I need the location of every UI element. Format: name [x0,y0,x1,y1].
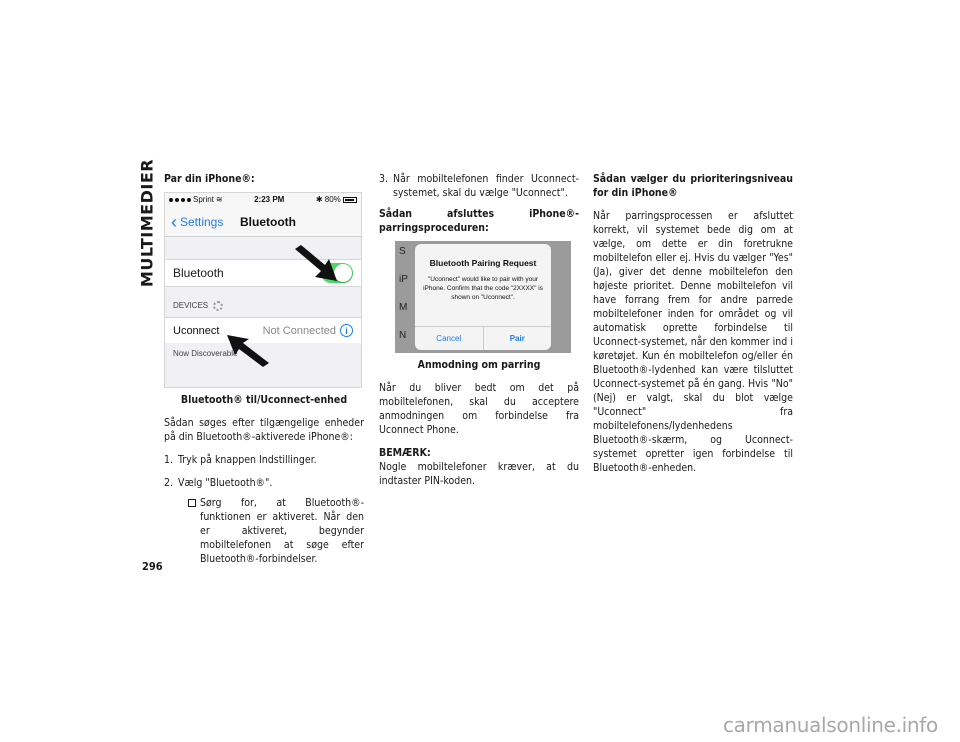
complete-pairing-heading: Sådan afsluttes iPhone®-parringsproceduren: [379,208,579,234]
battery-percent: 80% [324,195,341,204]
battery-icon [343,197,357,203]
section-tab: MULTIMEDIER [137,158,157,288]
status-bar [165,193,361,207]
pair-iphone-heading: Par din iPhone®: [164,173,255,185]
page-number: 296 [142,560,163,573]
note-label: BEMÆRK: [379,447,431,459]
column-2 [379,172,579,488]
list-item: 1. Tryk på knappen Indstillinger. [164,454,317,466]
device-status: Not Connected [262,324,336,337]
priority-text: Når parringsprocessen er afsluttet korrekt, vil systemet bede dig om at vælge, om dette er din foretrukne mobiltelefon eller ej. Hvis du vælger "Yes" (Ja), giver det denne mobiltelefon den højeste prioritet. Denne mobiltelefon vil have forrang frem for andre parrede mobiltelefoner inden for området og vil automatisk oprette forbindelse til Uconnect-systemet, når den kommer ind i køretøjet. Kun én mobiltelefon og/eller én Bluetooth®-lydenhed kan være tilsluttet Uconnect-systemet på én gang. Hvis "No" (Nej) er valgt, skal du blot vælge "Uconnect" fra mobiltelefonens/lydenhedens Bluetooth®-skærm, og Uconnect-systemet opretter igen forbindelse til Bluetooth®-enheden. [593,210,793,474]
accept-request-text: Når du bliver bedt om det på mobiltelefonen, skal du acceptere anmodningen om forbindelse fra Uconnect Phone. [379,382,579,436]
search-intro: Sådan søges efter tilgængelige enheder på din Bluetooth®-aktiverede iPhone®: [164,417,364,443]
bluetooth-toggle-label: Bluetooth [173,266,224,280]
signal-icon [169,198,173,202]
figure-caption-2: Anmodning om parring [417,359,541,371]
sub-bullet: Sørg for, at Bluetooth®-funktionen er aktiveret. Når den er aktiveret, begynder mobiltelefonen at søge efter Bluetooth®-forbindelser. [164,496,364,566]
pair-button[interactable]: Pair [509,333,525,343]
watermark-text: carmanualsonline.info [722,713,938,737]
nav-title: Bluetooth [240,214,296,229]
figure-caption-1: Bluetooth® til/Uconnect-enhed [180,394,348,406]
pairing-dialog [415,244,551,350]
iphone-bluetooth-screenshot [164,192,362,388]
list-item: 3. Når mobiltelefonen finder Uconnect-systemet, skal du vælge "Uconnect". [379,173,579,199]
priority-heading: Sådan vælger du prioriteringsniveau for din iPhone® [593,173,793,199]
status-time: 2:23 PM [254,195,285,204]
cancel-button[interactable]: Cancel [415,327,484,350]
bluetooth-status-icon: ✱ [315,195,323,204]
footer-watermark [0,708,960,742]
wifi-icon: ≋ [215,195,223,204]
note-text: Nogle mobiltelefoner kræver, at du indtaster PIN-koden. [379,461,579,487]
dialog-title: Bluetooth Pairing Request [429,258,537,268]
discoverable-text: Now Discoverable [173,349,238,358]
arrow-to-toggle-icon [293,245,339,285]
checkbox-bullet-icon [188,499,196,507]
nav-bar [165,207,361,237]
info-icon[interactable]: i [340,324,353,337]
settings-back-button[interactable]: ‹ Settings [171,211,224,232]
list-item: 2. Vælg "Bluetooth®". [164,477,273,489]
loading-spinner-icon [213,301,223,311]
carrier-label: Sprint [193,195,214,204]
pairing-request-screenshot: S iP M N Bluetooth Pairing Request "Uconnect" would like to pair with your iPhone. Confirm that the code "2XXXX" is shown on "Uconnect". Cancel Pair [395,241,571,353]
arrow-to-uconnect-icon [225,333,271,369]
devices-section-header: DEVICES [165,287,361,317]
column-3 [593,172,793,475]
dialog-message: "Uconnect" would like to pair with your iPhone. Confirm that the code "2XXXX" is shown on "Uconnect". [423,276,543,301]
chevron-left-icon: ‹ [171,211,177,232]
device-name: Uconnect [173,324,220,337]
column-1 [164,172,364,566]
